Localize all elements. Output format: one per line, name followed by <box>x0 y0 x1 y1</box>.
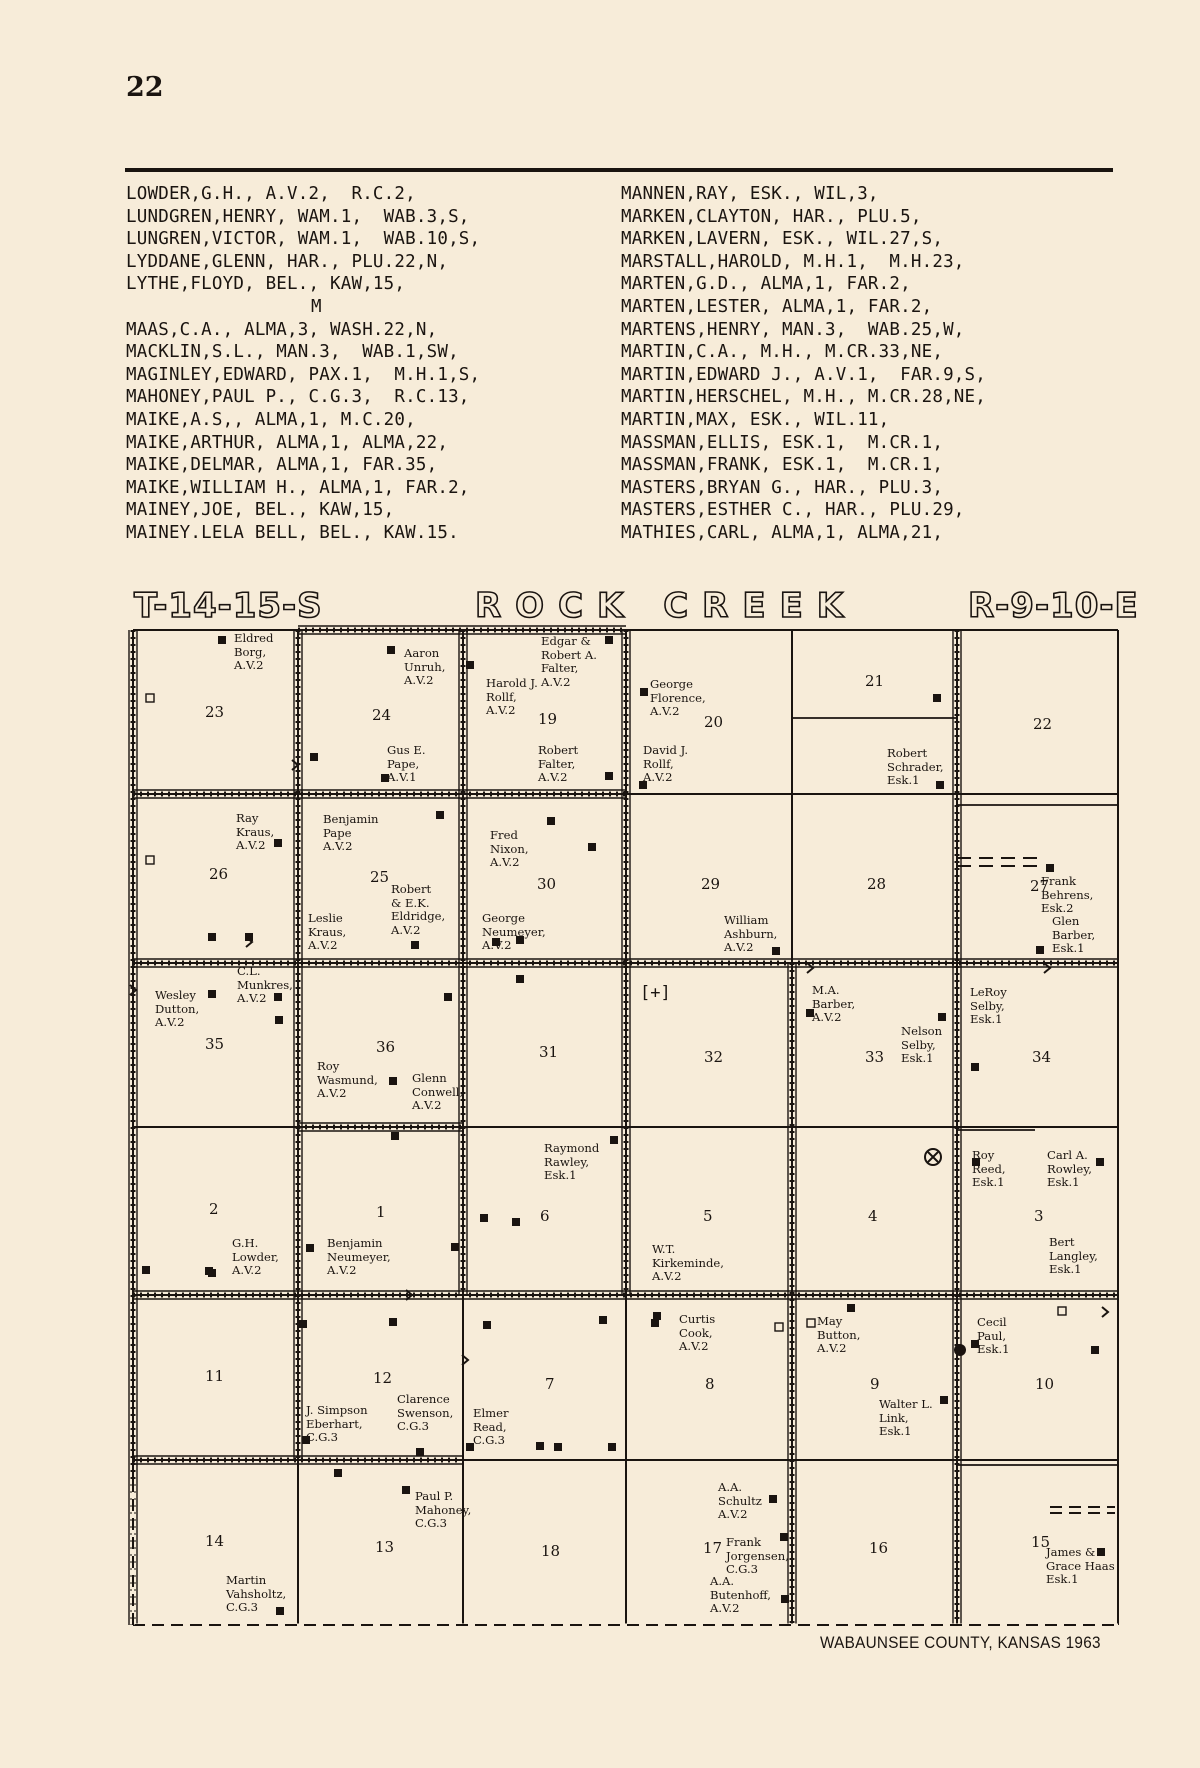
road-arrow-icon <box>1044 963 1050 973</box>
residence-marker <box>971 1063 979 1071</box>
map-range-label: R-9-10-E <box>968 586 1139 626</box>
landowner-label: Frank Jorgensen, C.G.3 <box>726 1535 789 1577</box>
directory-entry: MARKEN,CLAYTON, HAR., PLU.5, <box>621 206 922 227</box>
section-number: 13 <box>375 1538 395 1556</box>
residence-marker <box>306 1244 314 1252</box>
residence-marker <box>480 1214 488 1222</box>
landowner-label: J. Simpson Eberhart, C.G.3 <box>306 1403 368 1445</box>
section-number: 14 <box>205 1532 225 1550</box>
section-number: 16 <box>869 1539 889 1557</box>
residence-marker <box>847 1304 855 1312</box>
residence-marker <box>142 1266 150 1274</box>
residence-marker <box>933 694 941 702</box>
residence-marker <box>588 843 596 851</box>
section-number: 12 <box>373 1369 393 1387</box>
directory-entry: MAGINLEY,EDWARD, PAX.1, M.H.1,S, <box>126 364 481 385</box>
residence-marker <box>218 636 226 644</box>
section-number: 3 <box>1034 1207 1044 1225</box>
page-number: 22 <box>126 72 164 103</box>
residence-marker <box>1091 1346 1099 1354</box>
landowner-label: Elmer Read, C.G.3 <box>473 1406 509 1448</box>
directory-entry: MAINEY,JOE, BEL., KAW,15, <box>126 500 395 521</box>
section-number: 9 <box>870 1375 880 1393</box>
directory-entry: MARSTALL,HAROLD, M.H.1, M.H.23, <box>621 251 965 272</box>
residence-marker <box>275 1016 283 1024</box>
section-number: 34 <box>1032 1048 1052 1066</box>
directory-entry: MARTEN,LESTER, ALMA,1, FAR.2, <box>621 296 933 317</box>
directory-entry: MARTIN,HERSCHEL, M.H., M.CR.28,NE, <box>621 387 987 408</box>
directory-entry: LOWDER,G.H., A.V.2, R.C.2, <box>126 184 416 204</box>
landowner-label: Glenn Conwell, A.V.2 <box>412 1071 464 1113</box>
directory-entry: LUNGREN,VICTOR, WAM.1, WAB.10,S, <box>126 229 481 250</box>
residence-marker <box>444 993 452 1001</box>
section-number: 22 <box>1033 715 1053 733</box>
residence-marker <box>416 1448 424 1456</box>
residence-marker <box>610 1136 618 1144</box>
landowner-label: Cecil Paul, Esk.1 <box>977 1315 1010 1357</box>
landowner-label: W.T. Kirkeminde, A.V.2 <box>652 1242 724 1284</box>
residence-marker <box>274 839 282 847</box>
residence-marker <box>781 1595 789 1603</box>
section-number: 33 <box>865 1048 885 1066</box>
vacant-marker <box>146 694 154 702</box>
section-number: 8 <box>705 1375 715 1393</box>
landowner-label: C.L. Munkres, A.V.2 <box>237 964 293 1006</box>
residence-marker <box>310 753 318 761</box>
section-number: 30 <box>537 875 557 893</box>
section-number: 5 <box>703 1207 713 1225</box>
directory-entry: MAAS,C.A., ALMA,3, WASH.22,N, <box>126 319 438 340</box>
landowner-label: Roy Wasmund, A.V.2 <box>317 1059 378 1101</box>
section-number: 25 <box>370 868 390 886</box>
landowner-label: Curtis Cook, A.V.2 <box>679 1312 716 1354</box>
section-number: 17 <box>703 1539 723 1557</box>
landowner-label: Bert Langley, Esk.1 <box>1049 1235 1098 1277</box>
landowner-label: Robert Falter, A.V.2 <box>538 743 579 785</box>
directory-entry: MASTERS,ESTHER C., HAR., PLU.29, <box>621 500 965 521</box>
residence-marker <box>411 941 419 949</box>
landowner-label: Robert Schrader, Esk.1 <box>887 746 944 788</box>
residence-marker <box>466 661 474 669</box>
directory-entry: MAIKE,WILLIAM H., ALMA,1, FAR.2, <box>126 477 470 498</box>
directory-entry: MAIKE,ARTHUR, ALMA,1, ALMA,22, <box>126 432 449 453</box>
landowner-label: Harold J. Rollf, A.V.2 <box>486 676 538 718</box>
landowner-label: Wesley Dutton, A.V.2 <box>155 988 200 1030</box>
section-number: 21 <box>865 672 885 690</box>
section-number: 36 <box>376 1038 396 1056</box>
section-number: 23 <box>205 703 225 721</box>
residence-marker <box>391 1132 399 1140</box>
landowner-label: William Ashburn, A.V.2 <box>724 913 778 955</box>
residence-marker <box>389 1318 397 1326</box>
landowner-label: Edgar & Robert A. Falter, A.V.2 <box>541 634 597 689</box>
directory-entry: LUNDGREN,HENRY, WAM.1, WAB.3,S, <box>126 206 470 227</box>
residence-marker <box>605 772 613 780</box>
landowner-label: Paul P. Mahoney, C.G.3 <box>415 1489 472 1531</box>
landmark-icon <box>954 1344 966 1356</box>
directory-entry: MASSMAN,ELLIS, ESK.1, M.CR.1, <box>621 432 944 453</box>
residence-marker <box>1036 946 1044 954</box>
landowner-label: Roy Reed, Esk.1 <box>972 1148 1006 1190</box>
landowner-label: George Neumeyer, A.V.2 <box>482 911 546 953</box>
directory-entry: MAIKE,A.S,, ALMA,1, M.C.20, <box>126 409 416 430</box>
residence-marker <box>512 1218 520 1226</box>
directory-entry: MARTEN,G.D., ALMA,1, FAR.2, <box>621 274 911 295</box>
section-number: 18 <box>541 1542 561 1560</box>
directory-entry: MAINEY.LELA BELL, BEL., KAW.15. <box>126 522 459 543</box>
landowner-label: James & Grace Haas Esk.1 <box>1046 1545 1115 1587</box>
landowner-label: Fred Nixon, A.V.2 <box>490 828 529 870</box>
section-number: 26 <box>209 865 229 883</box>
vacant-marker <box>1058 1307 1066 1315</box>
section-number: 19 <box>538 710 558 728</box>
residence-marker <box>640 688 648 696</box>
directory-entry: MARTIN,C.A., M.H., M.CR.33,NE, <box>621 342 944 363</box>
directory-entry: MARTIN,MAX, ESK., WIL.11, <box>621 409 890 430</box>
vacant-marker <box>775 1323 783 1331</box>
landowner-label: May Button, A.V.2 <box>817 1314 861 1356</box>
directory-entry: MASSMAN,FRANK, ESK.1, M.CR.1, <box>621 455 944 476</box>
directory-letter-heading: M <box>311 296 322 317</box>
landowner-label: David J. Rollf, A.V.2 <box>643 743 689 785</box>
residence-marker <box>938 1013 946 1021</box>
residence-marker <box>389 1077 397 1085</box>
vacant-marker <box>807 1319 815 1327</box>
residence-marker <box>605 636 613 644</box>
residence-marker <box>334 1469 342 1477</box>
section-number: 28 <box>867 875 887 893</box>
section-number: 32 <box>704 1048 724 1066</box>
residence-marker <box>451 1243 459 1251</box>
directory-entry: MARTIN,EDWARD J., A.V.1, FAR.9,S, <box>621 364 987 385</box>
directory-entry: MAHONEY,PAUL P., C.G.3, R.C.13, <box>126 387 470 408</box>
landowner-label: Aaron Unruh, A.V.2 <box>404 646 446 688</box>
landowner-label: Benjamin Neumeyer, A.V.2 <box>327 1236 391 1278</box>
residence-marker <box>1096 1158 1104 1166</box>
residence-marker <box>1046 864 1054 872</box>
residence-marker <box>387 646 395 654</box>
map-township-label: T-14-15-S <box>134 586 323 626</box>
landowner-label: A.A. Butenhoff, A.V.2 <box>710 1574 771 1616</box>
landmark-icon <box>928 1152 938 1162</box>
directory-entry: LYDDANE,GLENN, HAR., PLU.22,N, <box>126 251 449 272</box>
section-number: 35 <box>205 1035 225 1053</box>
landowner-label: A.A. Schultz A.V.2 <box>718 1480 762 1522</box>
landowner-label: Carl A. Rowley, Esk.1 <box>1047 1148 1092 1190</box>
residence-marker <box>651 1319 659 1327</box>
school-icon: [+] <box>640 983 671 1003</box>
directory-entry: MARTENS,HENRY, MAN.3, WAB.25,W, <box>621 319 965 340</box>
directory-entry: MANNEN,RAY, ESK., WIL,3, <box>621 184 879 204</box>
residence-marker <box>299 1320 307 1328</box>
residence-marker <box>536 1442 544 1450</box>
residence-marker <box>516 975 524 983</box>
section-number: 29 <box>701 875 721 893</box>
residence-marker <box>402 1486 410 1494</box>
section-number: 15 <box>1031 1533 1051 1551</box>
section-number: 24 <box>372 706 392 724</box>
section-number: 6 <box>540 1207 550 1225</box>
landowner-label: G.H. Lowder, A.V.2 <box>232 1236 279 1278</box>
residence-marker <box>483 1321 491 1329</box>
landowner-label: Martin Vahsholtz, C.G.3 <box>226 1573 287 1615</box>
section-number: 4 <box>868 1207 878 1225</box>
landowner-label: Walter L. Link, Esk.1 <box>879 1397 933 1439</box>
landowner-label: Frank Behrens, Esk.2 <box>1041 874 1094 916</box>
landowner-label: LeRoy Selby, Esk.1 <box>970 985 1007 1027</box>
directory-entry: MASTERS,BRYAN G., HAR., PLU.3, <box>621 477 944 498</box>
section-number: 1 <box>376 1203 386 1221</box>
section-number: 20 <box>704 713 724 731</box>
section-number: 27 <box>1030 877 1050 895</box>
landowner-label: Ray Kraus, A.V.2 <box>236 811 275 853</box>
residence-marker <box>208 990 216 998</box>
map-credit: WABAUNSEE COUNTY, KANSAS 1963 <box>820 1633 1101 1652</box>
directory-entry: LYTHE,FLOYD, BEL., KAW,15, <box>126 274 406 295</box>
landowner-label: Gus E. Pape, A.V.1 <box>387 743 426 785</box>
landowner-label: Clarence Swenson, C.G.3 <box>397 1392 454 1434</box>
residence-marker <box>554 1443 562 1451</box>
landowner-label: Nelson Selby, Esk.1 <box>901 1024 943 1066</box>
residence-marker <box>547 817 555 825</box>
landowner-label: M.A. Barber, A.V.2 <box>812 983 856 1025</box>
residence-marker <box>205 1267 213 1275</box>
residence-marker <box>208 933 216 941</box>
directory-entry: MATHIES,CARL, ALMA,1, ALMA,21, <box>621 522 944 543</box>
landowner-label: Benjamin Pape A.V.2 <box>323 812 379 854</box>
landowner-label: George Florence, A.V.2 <box>650 677 706 719</box>
directory-entry: MACKLIN,S.L., MAN.3, WAB.1,SW, <box>126 342 459 363</box>
section-number: 11 <box>205 1367 225 1385</box>
landowner-label: Robert & E.K. Eldridge, A.V.2 <box>391 882 446 937</box>
residence-marker <box>769 1495 777 1503</box>
residence-marker <box>608 1443 616 1451</box>
residence-marker <box>599 1316 607 1324</box>
map-title: ROCK CREEK <box>475 586 858 626</box>
residence-marker <box>653 1312 661 1320</box>
section-number: 10 <box>1035 1375 1055 1393</box>
directory-entry: MAIKE,DELMAR, ALMA,1, FAR.35, <box>126 455 438 476</box>
directory-entry: MARKEN,LAVERN, ESK., WIL.27,S, <box>621 229 944 250</box>
landowner-label: Eldred Borg, A.V.2 <box>234 631 274 673</box>
landowner-label: Raymond Rawley, Esk.1 <box>544 1141 600 1183</box>
road-arrow-icon <box>1102 1307 1108 1317</box>
landowner-label: Glen Barber, Esk.1 <box>1052 914 1096 956</box>
vacant-marker <box>146 856 154 864</box>
section-number: 31 <box>539 1043 559 1061</box>
residence-marker <box>940 1396 948 1404</box>
residence-marker <box>436 811 444 819</box>
section-number: 7 <box>545 1375 555 1393</box>
section-number: 2 <box>209 1200 219 1218</box>
landowner-label: Leslie Kraus, A.V.2 <box>308 911 347 953</box>
